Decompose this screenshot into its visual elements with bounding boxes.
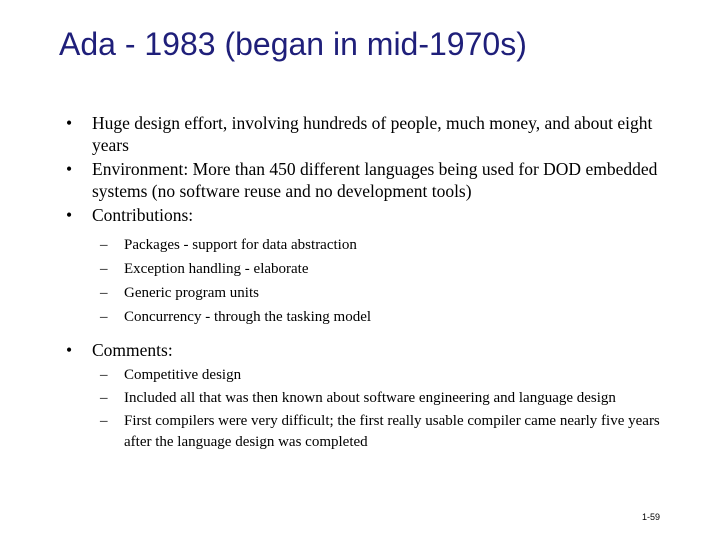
sub-item-text: Competitive design [124,367,242,383]
sub-item [66,388,676,409]
bullet-marker: • [66,159,73,179]
sub-item-text: Concurrency - through the tasking model [124,309,372,325]
sub-item [66,283,676,304]
sub-item-text: First compilers were very difficult; the first really usable compiler came nearly five years after the language design was completed [124,413,660,450]
sub-item [66,235,676,256]
bullet-text: Comments: [92,340,173,360]
dash-marker: – [100,309,108,325]
sub-item-text: Generic program units [124,285,259,301]
slide-content [66,112,676,453]
slide-title: Ada - 1983 (began in mid-1970s) [59,26,527,62]
sub-item-text: Exception handling - elaborate [124,261,309,277]
bullet-item [66,339,676,361]
sub-item-text: Packages - support for data abstraction [124,237,357,253]
bullet-item [66,204,676,226]
bullet-item [66,112,676,156]
dash-marker: – [100,390,108,406]
dash-marker: – [100,237,108,253]
sub-item [66,411,676,453]
bullet-item [66,158,676,202]
sub-item [66,365,676,386]
sub-item [66,259,676,280]
bullet-text: Huge design effort, involving hundreds of people, much money, and about eight years [92,113,653,155]
page-number: 1-59 [642,512,661,522]
bullet-marker: • [66,205,73,225]
bullet-text: Environment: More than 450 different languages being used for DOD embedded systems (no software reuse and no development tools) [92,159,658,201]
bullet-text: Contributions: [92,205,194,225]
sub-item [66,307,676,328]
dash-marker: – [100,367,108,383]
bullet-marker: • [66,113,73,133]
bullet-marker: • [66,340,73,360]
sub-item-text: Included all that was then known about software engineering and language design [124,390,616,406]
dash-marker: – [100,285,108,301]
dash-marker: – [100,261,108,277]
dash-marker: – [100,413,108,429]
